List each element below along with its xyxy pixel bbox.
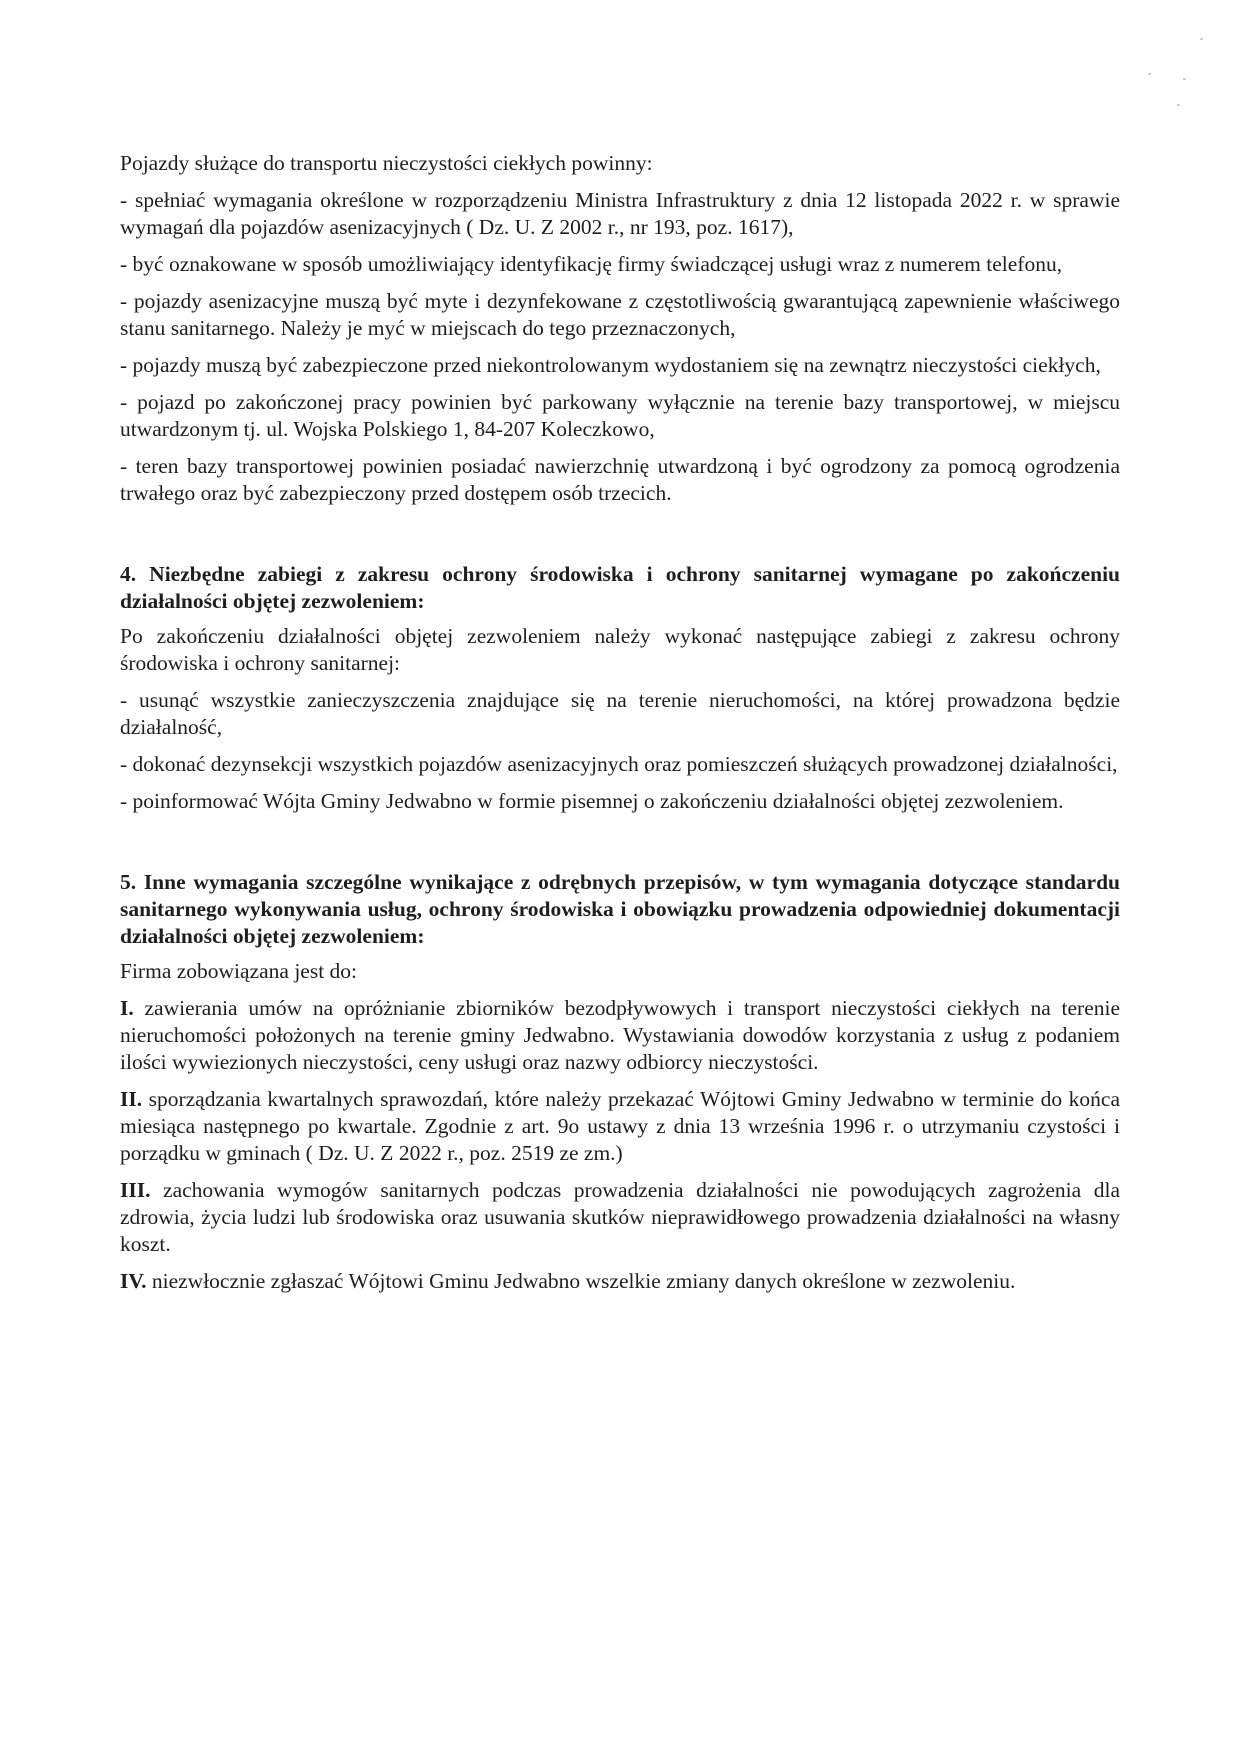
intro-item: - spełniać wymagania określone w rozporządzeniu Ministra Infrastruktury z dnia 12 listopada 2022 r. w sprawie wymagań dla pojazdów asenizacyjnych ( Dz. U. Z 2002 r., nr 193, poz. 1617), bbox=[120, 188, 1120, 239]
scan-speck bbox=[1183, 78, 1186, 80]
section-5-lead: Firma zobowiązana jest do: bbox=[120, 959, 358, 983]
item-numeral: II. bbox=[120, 1087, 143, 1111]
section-gap bbox=[120, 825, 1120, 869]
item-numeral: III. bbox=[120, 1178, 151, 1202]
intro-item: - teren bazy transportowej powinien posiadać nawierzchnię utwardzoną i być ogrodzony za pomocą ogrodzenia trwałego oraz być zabezpieczony przed dostępem osób trzecich. bbox=[120, 454, 1120, 505]
section-5-item bbox=[120, 1086, 1120, 1167]
section-4-item: - usunąć wszystkie zanieczyszczenia znajdujące się na terenie nieruchomości, na której prowadzona będzie działalność, bbox=[120, 688, 1120, 739]
section-4-heading: 4. Niezbędne zabiegi z zakresu ochrony środowiska i ochrony sanitarnej wymagane po zakończeniu działalności objętej zezwoleniem: bbox=[120, 562, 1120, 613]
scan-speck bbox=[1200, 38, 1203, 40]
item-text: zawierania umów na opróżnianie zbiorników bezodpływowych i transport nieczystości ciekłych na terenie nieruchomości położonych na terenie gminy Jedwabno. Wystawiania dowodów korzystania z usług z podaniem ilości wywiezionych nieczystości, ceny usługi oraz nazwy odbiorcy nieczystości. bbox=[120, 996, 1120, 1074]
section-4-item: - dokonać dezynsekcji wszystkich pojazdów asenizacyjnych oraz pomieszczeń służących prowadzonej działalności, bbox=[120, 752, 1118, 776]
intro-item: - pojazd po zakończonej pracy powinien być parkowany wyłącznie na terenie bazy transportowej, w miejscu utwardzonym tj. ul. Wojska Polskiego 1, 84-207 Koleczkowo, bbox=[120, 390, 1120, 441]
section-5-item bbox=[120, 995, 1120, 1076]
section-gap bbox=[120, 517, 1120, 561]
scan-speck bbox=[1148, 73, 1151, 75]
item-numeral: IV. bbox=[120, 1269, 147, 1293]
scan-speck bbox=[1177, 104, 1180, 106]
intro-item: - pojazdy muszą być zabezpieczone przed niekontrolowanym wydostaniem się na zewnątrz nieczystości ciekłych, bbox=[120, 353, 1101, 377]
intro-item: - pojazdy asenizacyjne muszą być myte i dezynfekowane z częstotliwością gwarantującą zapewnienie właściwego stanu sanitarnego. Należy je myć w miejscach do tego przeznaczonych, bbox=[120, 289, 1120, 340]
item-text: sporządzania kwartalnych sprawozdań, które należy przekazać Wójtowi Gminy Jedwabno w terminie do końca miesiąca następnego po kwartale. Zgodnie z art. 9o ustawy z dnia 13 września 1996 r. o utrzymaniu czystości i porządku w gminach ( Dz. U. Z 2022 r., poz. 2519 ze zm.) bbox=[120, 1087, 1120, 1165]
section-4-lead: Po zakończeniu działalności objętej zezwoleniem należy wykonać następujące zabiegi z zakresu ochrony środowiska i ochrony sanitarnej: bbox=[120, 624, 1120, 675]
intro-lead: Pojazdy służące do transportu nieczystości ciekłych powinny: bbox=[120, 151, 653, 175]
item-numeral: I. bbox=[120, 996, 134, 1020]
section-4-item: - poinformować Wójta Gminy Jedwabno w formie pisemnej o zakończeniu działalności objętej zezwoleniem. bbox=[120, 789, 1064, 813]
section-5-heading: 5. Inne wymagania szczególne wynikające z odrębnych przepisów, w tym wymagania dotyczące standardu sanitarnego wykonywania usług, ochrony środowiska i obowiązku prowadzenia odpowiedniej dokumentacji działalności objętej zezwoleniem: bbox=[120, 870, 1120, 948]
item-text: zachowania wymogów sanitarnych podczas prowadzenia działalności nie powodujących zagrożenia dla zdrowia, życia ludzi lub środowiska oraz usuwania skutków nieprawidłowego prowadzenia działalności na własny koszt. bbox=[120, 1178, 1120, 1256]
section-5-item bbox=[120, 1268, 1120, 1295]
section-5-item bbox=[120, 1177, 1120, 1258]
intro-item: - być oznakowane w sposób umożliwiający identyfikację firmy świadczącej usługi wraz z numerem telefonu, bbox=[120, 252, 1063, 276]
item-text: niezwłocznie zgłaszać Wójtowi Gminu Jedwabno wszelkie zmiany danych określone w zezwoleniu. bbox=[146, 1269, 1016, 1293]
document-page bbox=[120, 150, 1120, 1305]
